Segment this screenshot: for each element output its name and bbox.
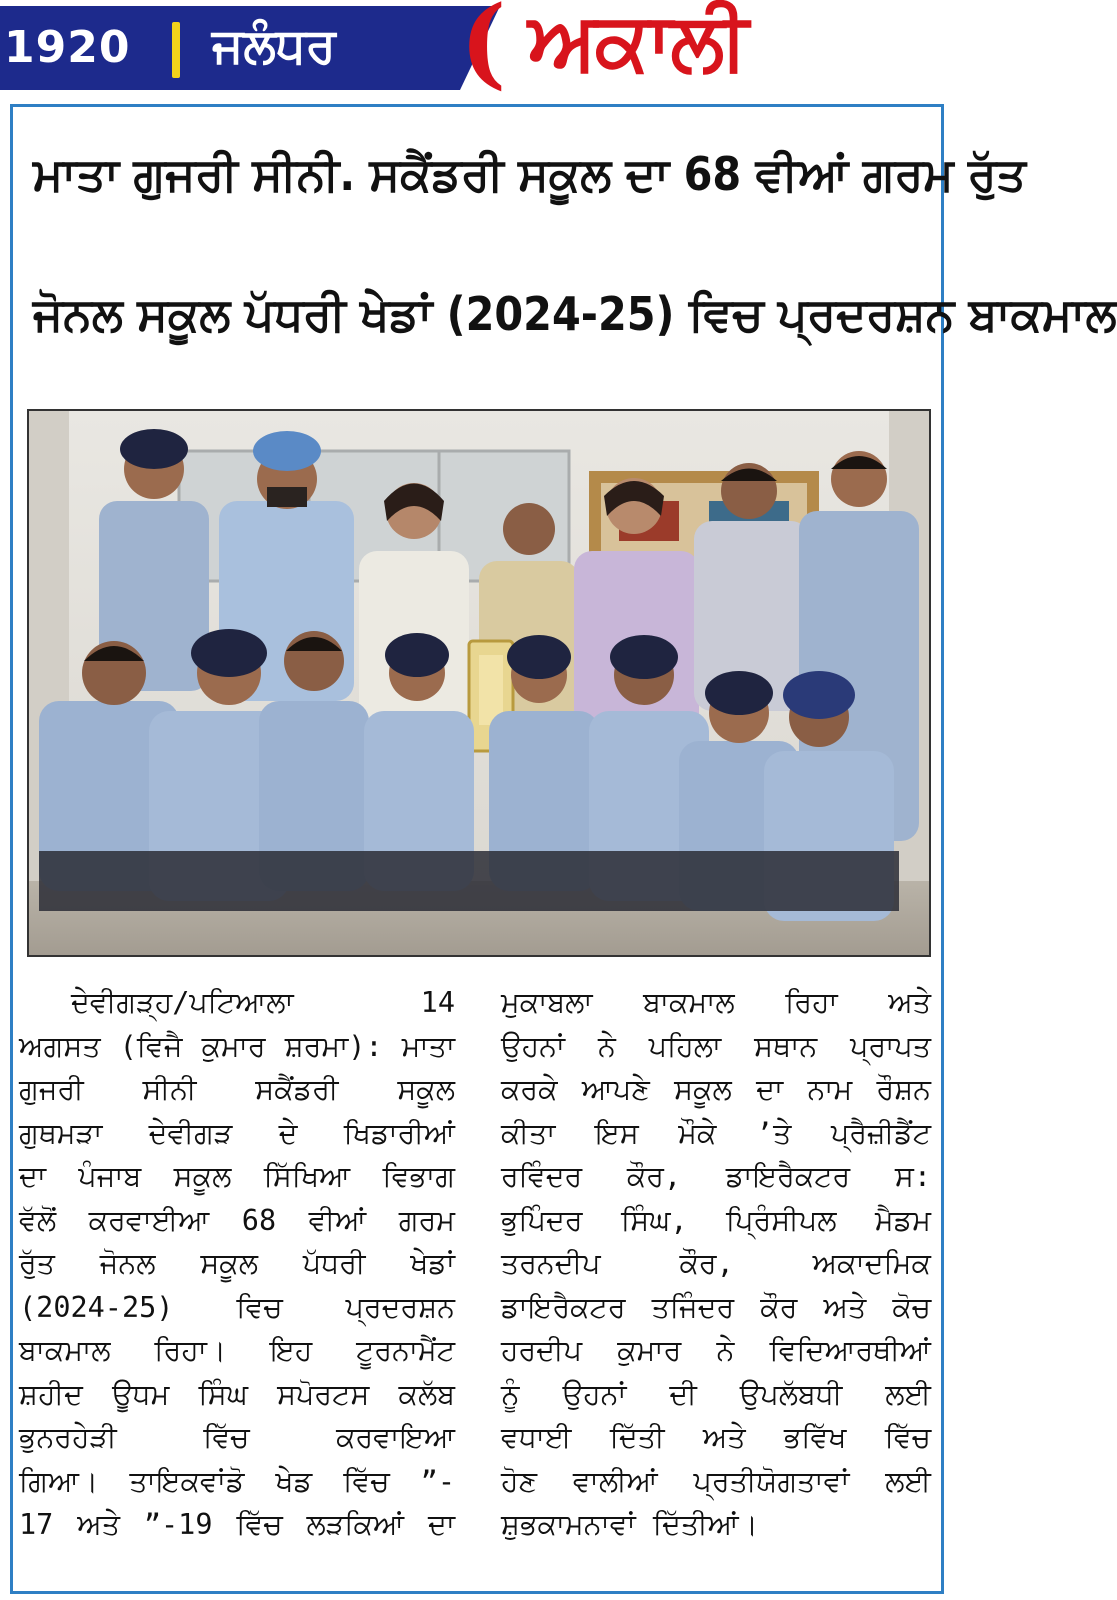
body-line: ਸ਼ਹੀਦ ਊਧਮ ਸਿੰਘ ਸਪੋਰਟਸ ਕਲੱਬ bbox=[19, 1377, 455, 1411]
article-body-left-column bbox=[19, 981, 455, 1547]
masthead-bracket: ( bbox=[460, 0, 507, 100]
body-line: ਵਧਾਈ ਦਿੱਤੀ ਅਤੇ ਭਵਿੱਖ ਵਿੱਚ bbox=[501, 1421, 931, 1454]
masthead-divider bbox=[172, 22, 180, 78]
body-line: ਮੁਕਾਬਲਾ ਬਾਕਮਾਲ ਰਿਹਾ ਅਤੇ bbox=[501, 986, 931, 1019]
newspaper-masthead bbox=[0, 0, 978, 100]
body-line: ਦਾ ਪੰਜਾਬ ਸਕੂਲ ਸਿੱਖਿਆ ਵਿਭਾਗ bbox=[19, 1160, 455, 1193]
masthead-city: ਜਲੰਧਰ bbox=[212, 18, 336, 74]
headline-line-1: ਮਾਤਾ ਗੁਜਰੀ ਸੀਨੀ. ਸਕੈਂਡਰੀ ਸਕੂਲ ਦਾ 68 ਵੀਆਂ ਗਰਮ ਰੁੱਤ bbox=[33, 147, 1026, 201]
newspaper-logo: ਅਕਾਲੀ bbox=[528, 0, 747, 88]
body-line: ਉਹਨਾਂ ਨੇ ਪਹਿਲਾ ਸਥਾਨ ਪ੍ਰਾਪਤ bbox=[501, 1029, 931, 1063]
body-line: ਭੁਨਰਹੇੜੀ ਵਿੱਚ ਕਰਵਾਇਆ bbox=[19, 1421, 455, 1454]
body-line: ਹੋਣ ਵਾਲੀਆਂ ਪ੍ਰਤੀਯੋਗਤਾਵਾਂ ਲਈ bbox=[501, 1464, 931, 1498]
body-line: ਕਰਕੇ ਆਪਣੇ ਸਕੂਲ ਦਾ ਨਾਮ ਰੌਸ਼ਨ bbox=[501, 1073, 931, 1106]
body-line: ਵੱਲੋਂ ਕਰਵਾਈਆ 68 ਵੀਆਂ ਗਰਮ bbox=[19, 1203, 455, 1237]
body-line: ਭੁਪਿੰਦਰ ਸਿੰਘ, ਪ੍ਰਿੰਸੀਪਲ ਮੈਡਮ bbox=[501, 1203, 931, 1237]
body-line: ਗੁਥਮੜਾ ਦੇਵੀਗੜ ਦੇ ਖਿਡਾਰੀਆਂ bbox=[19, 1116, 455, 1150]
body-line: ਗੁਜਰੀ ਸੀਨੀ ਸਕੈਂਡਰੀ ਸਕੂਲ bbox=[19, 1073, 455, 1106]
body-line: ਬਾਕਮਾਲ ਰਿਹਾ। ਇਹ ਟੂਰਨਾਮੈਂਟ bbox=[19, 1334, 455, 1367]
body-line: ਸ਼ੁਭਕਾਮਨਾਵਾਂ ਦਿੱਤੀਆਂ। bbox=[501, 1508, 758, 1541]
news-clipping bbox=[10, 104, 1117, 1594]
headline-line-2: ਜੋਨਲ ਸਕੂਲ ਪੱਧਰੀ ਖੇਡਾਂ (2024-25) ਵਿਚ ਪ੍ਰਦਰਸ਼ਨ ਬਾਕਮਾਲ bbox=[33, 287, 1117, 341]
masthead-year: 1920 bbox=[4, 22, 131, 73]
body-line: ਨੂੰ ਉਹਨਾਂ ਦੀ ਉਪਲੱਬਧੀ ਲਈ bbox=[501, 1377, 931, 1411]
body-line: ਹਰਦੀਪ ਕੁਮਾਰ ਨੇ ਵਿਦਿਆਰਥੀਆਂ bbox=[501, 1334, 931, 1367]
body-line: (2024-25) ਵਿਚ ਪ੍ਰਦਰਸ਼ਨ bbox=[19, 1290, 455, 1324]
body-line: ਕੀਤਾ ਇਸ ਮੌਕੇ ’ਤੇ ਪ੍ਰੈਜ਼ੀਡੈਂਟ bbox=[501, 1116, 931, 1150]
body-line: ਅਗਸਤ (ਵਿਜੈ ਕੁਮਾਰ ਸ਼ਰਮਾ): ਮਾਤਾ bbox=[19, 1029, 455, 1063]
body-line: ਗਿਆ। ਤਾਇਕਵਾਂਡੋ ਖੇਡ ਵਿੱਚ ”- bbox=[19, 1464, 455, 1498]
group-photo bbox=[27, 409, 931, 957]
column-gutter bbox=[475, 983, 476, 1543]
body-line: ਤਰਨਦੀਪ ਕੌਰ, ਅਕਾਦਮਿਕ bbox=[501, 1247, 931, 1280]
article-body-right-column bbox=[501, 981, 931, 1547]
body-line: ਰੁੱਤ ਜੋਨਲ ਸਕੂਲ ਪੱਧਰੀ ਖੇਡਾਂ bbox=[19, 1247, 455, 1280]
body-line: ਡਾਇਰੈਕਟਰ ਤਜਿੰਦਰ ਕੌਰ ਅਤੇ ਕੋਚ bbox=[501, 1290, 931, 1324]
body-line: ਦੇਵੀਗੜ੍ਹ/ਪਟਿਆਲਾ 14 bbox=[71, 986, 455, 1019]
body-line: ਰਵਿੰਦਰ ਕੌਰ, ਡਾਇਰੈਕਟਰ ਸ: bbox=[501, 1160, 931, 1193]
body-line: 17 ਅਤੇ ”-19 ਵਿੱਚ ਲੜਕਿਆਂ ਦਾ bbox=[19, 1508, 455, 1541]
